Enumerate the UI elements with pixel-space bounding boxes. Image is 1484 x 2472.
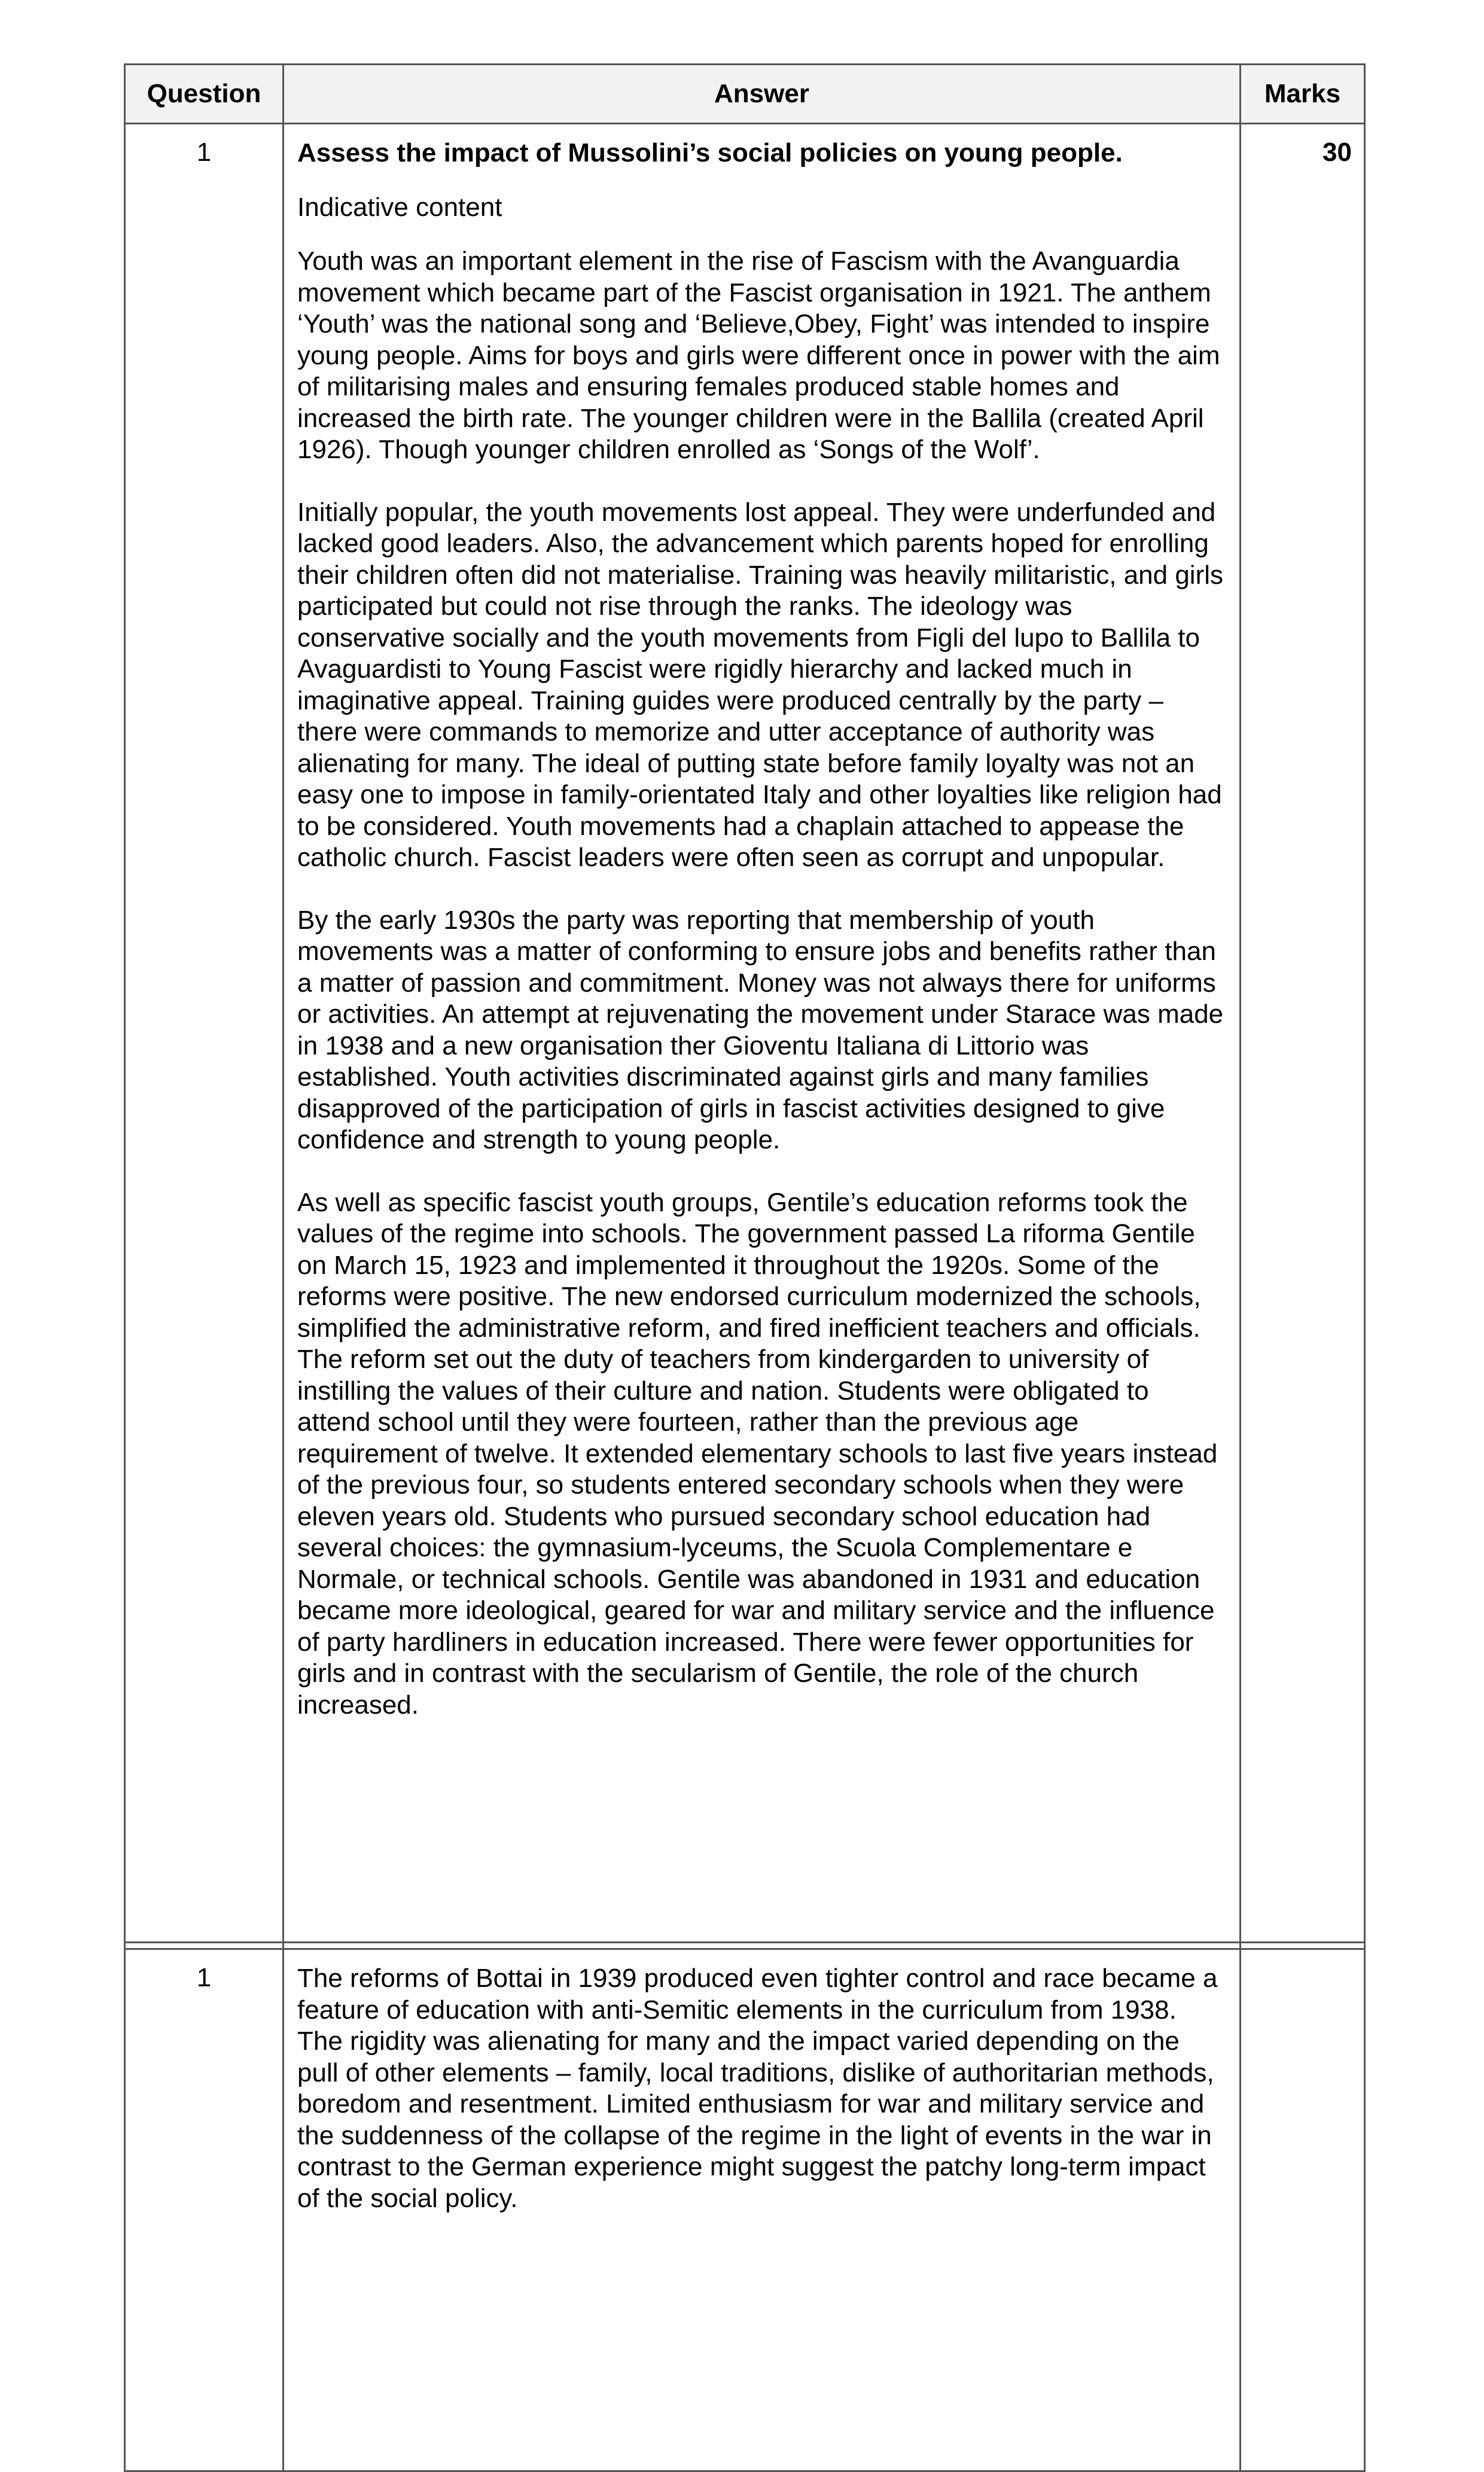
question-heading: Assess the impact of Mussolini’s social policies on young people. [297, 138, 1123, 167]
answer-paragraph: By the early 1930s the party was reporting that membership of youth movements was a matter of conforming to ensure jobs and benefits rather than a matter of passion and commitment. Money was not always there for uniforms or activities. An attempt at rejuvenating the movement under Starace was made in 1938 and a new organisation ther Gioventu Italiana di Littorio was established. Youth activities discriminated against girls and many families disapproved of the participation of girls in fascist activities designed to give confidence and strength to young people. [297, 905, 1224, 1154]
answer-paragraph: Youth was an important element in the rise of Fascism with the Avanguardia movement which became part of the Fascist organisation in 1921. The anthem ‘Youth’ was the national song and ‘Believe,Obey, Fight’ was intended to inspire young people. Aims for boys and girls were different once in power with the aim of militarising males and ensuring females produced stable homes and increased the birth rate. The younger children were in the Ballila (created April 1926). Though younger children enrolled as ‘Songs of the Wolf’. [297, 246, 1220, 464]
question-header: Question [125, 65, 284, 124]
answer-paragraph: As well as specific fascist youth groups, Gentile’s education reforms took the values of the regime into schools. The government passed La riforma Gentile on March 15, 1923 and implemented it throughout the 1920s. Some of the reforms were positive. The new endorsed curriculum modernized the schools, simplified the administrative reform, and fired inefficient teachers and officials. The reform set out the duty of teachers from kindergarden to university of instilling the values of their culture and nation. Students were obligated to attend school until they were fourteen, rather than the previous age requirement of twelve. It extended elementary schools to last five years instead of the previous four, so students entered secondary schools when they were eleven years old. Students who pursued secondary school education had several choices: the gymnasium-lyceums, the Scuola Complementare e Normale, or technical schools. Gentile was abandoned in 1931 and education became more ideological, geared for war and military service and the influence of party hardliners in education increased. There were fewer opportunities for girls and in contrast with the secularism of Gentile, the role of the church increased. [297, 1187, 1218, 1720]
table-row [125, 1949, 1365, 2471]
marks-value [1241, 1949, 1365, 2471]
mark-scheme-table [124, 63, 1366, 2472]
question-number: 1 [125, 124, 284, 1943]
row-separator [125, 1943, 1365, 1949]
answer-paragraph: The reforms of Bottai in 1939 produced even tighter control and race became a feature of education with anti-Semitic elements in the curriculum from 1938. The rigidity was alienating for many and the impact varied depending on the pull of other elements – family, local traditions, dislike of authoritarian methods, boredom and resentment. Limited enthusiasm for war and military service and the suddenness of the collapse of the regime in the light of events in the war in contrast to the German experience might suggest the patchy long-term impact of the social policy. [297, 1964, 1218, 2213]
question-number: 1 [125, 1949, 284, 2471]
header-row [125, 65, 1365, 124]
answer-paragraph: Initially popular, the youth movements lost appeal. They were underfunded and lacked good leaders. Also, the advancement which parents hoped for enrolling their children often did not materialise. Training was heavily militaristic, and girls participated but could not rise through the ranks. The ideology was conservative socially and the youth movements from Figli del lupo to Ballila to Avaguardisti to Young Fascist were rigidly hierarchy and lacked much in imaginative appeal. Training guides were produced centrally by the party – there were commands to memorize and utter acceptance of authority was alienating for many. The ideal of putting state before family loyalty was not an easy one to impose in family-orientated Italy and other loyalties like religion had to be considered. Youth movements had a chaplain attached to appease the catholic church. Fascist leaders were often seen as corrupt and unpopular. [297, 497, 1224, 872]
marks-value: 30 [1241, 124, 1365, 1943]
table-row [125, 124, 1365, 1943]
answer-cell [284, 1949, 1241, 2471]
answer-header: Answer [284, 65, 1241, 124]
marks-header: Marks [1241, 65, 1365, 124]
answer-cell [284, 124, 1241, 1943]
indicative-content-label: Indicative content [297, 192, 502, 222]
